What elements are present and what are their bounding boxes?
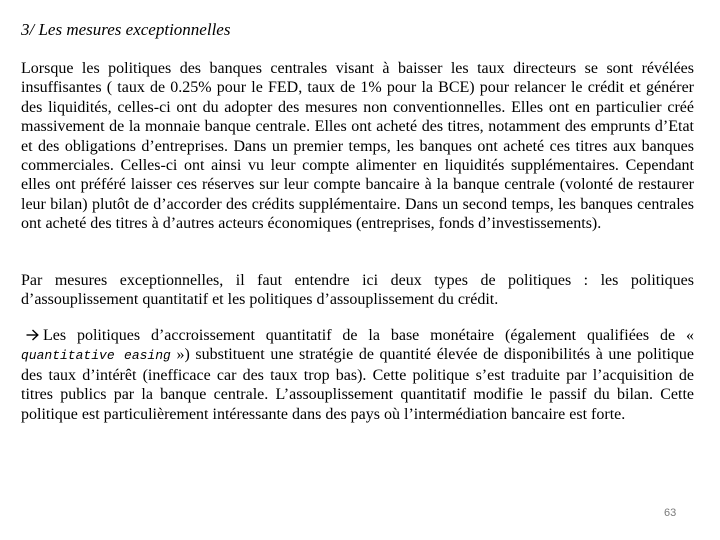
qe-emphasis-text: quantitative easing	[21, 348, 171, 364]
qe-intro-text: Les politiques d’accroissement quantitatif de la base monétaire (également qualifiées de «	[43, 327, 694, 344]
page-title: 3/ Les mesures exceptionnelles	[21, 20, 231, 39]
paragraph-exceptional-measures-definition: Par mesures exceptionnelles, il faut entendre ici deux types de politiques : les politiques d’assouplissement quantitatif et les politiques d’assouplissement du crédit.	[21, 272, 694, 309]
qe-rest-text: ») substituent une stratégie de quantité élevée de disponibilités à une politique des taux d’intérêt (inefficace car des taux trop bas). Cette politique s’est traduite par l’acquisition de titres publics par la banque centrale. L’assouplissement quantitatif modifie le passif du bilan. Cette politique est particulièrement intéressante dans des pays où l’intermédiation bancaire est forte.	[21, 346, 694, 423]
paragraph-central-bank-measures: Lorsque les politiques des banques centrales visant à baisser les taux directeurs se sont révélées insuffisantes ( taux de 0.25% pour le FED, taux de 1% pour la BCE) pour relancer le crédit et générer des liquidités, celles-ci ont du adopter des mesures non conventionnelles. Elles ont en particulier créé massivement de la monnaie banque centrale. Elles ont acheté des titres, notamment des emprunts d’Etat et des obligations d’entreprises. Dans un premier temps, les banques ont acheté ces titres aux banques commerciales. Celles-ci ont ainsi vu leur compte alimenter en liquidités supplémentaires. Cependant elles ont préféré laisser ces réserves sur leur compte bancaire à la banque centrale (volonté de restaurer leur bilan) plutôt de d’accorder des crédits supplémentaire. Dans un second temps, les banques centrales ont acheté des titres à d’autres acteurs économiques (entreprises, fonds d’investissements).	[21, 60, 694, 233]
right-arrow-icon	[26, 329, 39, 341]
page-number: 63	[664, 507, 677, 519]
paragraph-quantitative-easing	[21, 326, 694, 424]
